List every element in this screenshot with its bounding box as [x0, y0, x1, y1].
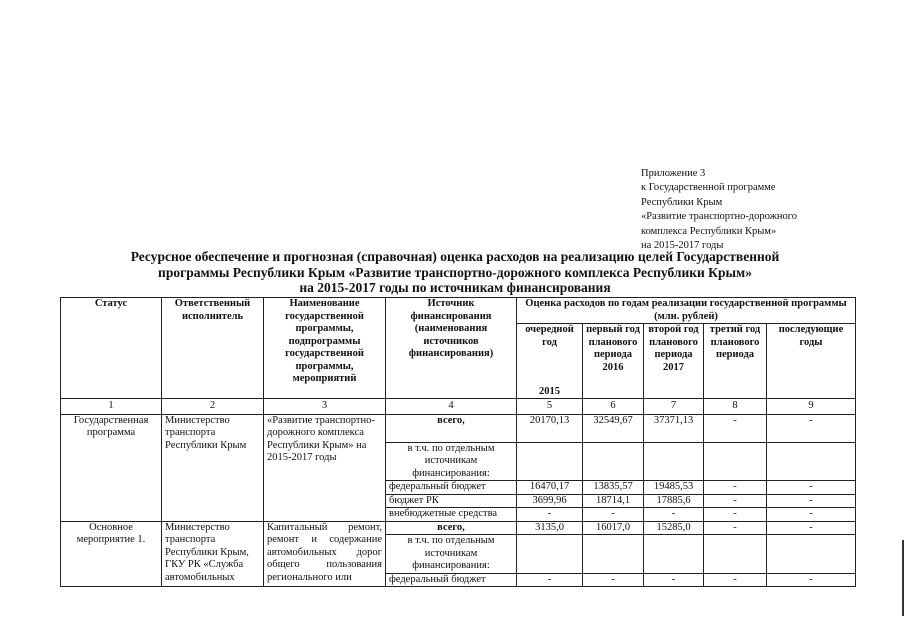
value-cell: -	[583, 508, 644, 522]
value-cell: -	[644, 573, 704, 587]
column-number: 2	[162, 399, 264, 415]
header-year-5: последующие годы	[767, 324, 856, 399]
header-year-3	[644, 324, 704, 399]
column-number: 1	[61, 399, 162, 415]
header-year-3-value: 2017	[663, 361, 684, 373]
value-cell: 3135,0	[517, 521, 583, 535]
value-cell: -	[704, 481, 767, 495]
value-cell: 18714,1	[583, 494, 644, 508]
program-name-cell: «Развитие транспортно-дорожного комплекса Республики Крым» на 2015-2017 годы	[264, 414, 386, 521]
header-year-2-label: первый год планового периода	[586, 324, 640, 360]
header-status: Статус	[61, 298, 162, 399]
value-cell: -	[767, 573, 856, 587]
header-year-4: третий год планового периода	[704, 324, 767, 399]
executor-cell: Министерство транспорта Республики Крым	[162, 414, 264, 521]
value-cell	[517, 442, 583, 481]
value-cell	[767, 535, 856, 574]
source-cell: в т.ч. по отдельным источникам финансирования:	[386, 535, 517, 574]
source-cell: федеральный бюджет	[386, 573, 517, 587]
header-year-1-label: очередной год	[525, 324, 574, 348]
value-cell: 15285,0	[644, 521, 704, 535]
value-cell: -	[583, 573, 644, 587]
executor-cell: Министерство транспорта Республики Крым, ГКУ РК «Служба автомобильных	[162, 521, 264, 587]
value-cell	[517, 535, 583, 574]
status-cell: Государственная программа	[61, 414, 162, 521]
source-cell: всего,	[386, 521, 517, 535]
value-cell: -	[704, 508, 767, 522]
column-number: 5	[517, 399, 583, 415]
source-cell: федеральный бюджет	[386, 481, 517, 495]
value-cell: -	[767, 481, 856, 495]
value-cell: -	[704, 414, 767, 442]
header-year-1-value: 2015	[539, 385, 560, 397]
value-cell: 17885,6	[644, 494, 704, 508]
header-year-3-label: второй год планового периода	[648, 324, 699, 360]
value-cell: -	[767, 414, 856, 442]
header-year-2	[583, 324, 644, 399]
source-cell: внебюджетные средства	[386, 508, 517, 522]
header-source: Источник финансирования (наименования источников финансирования)	[386, 298, 517, 399]
value-cell	[583, 442, 644, 481]
scan-edge-line	[902, 540, 904, 616]
document-title	[60, 249, 850, 296]
value-cell: -	[704, 494, 767, 508]
source-cell: всего,	[386, 414, 517, 442]
table-row	[61, 521, 856, 535]
value-cell: -	[704, 573, 767, 587]
appendix-line: к Государственной программе	[641, 182, 776, 194]
header-executor: Ответственный исполнитель	[162, 298, 264, 399]
appendix-line: Приложение 3	[641, 168, 706, 179]
value-cell: -	[704, 521, 767, 535]
appendix-line: на 2015-2017 годы	[641, 240, 724, 252]
value-cell: 37371,13	[644, 414, 704, 442]
header-year-1	[517, 324, 583, 399]
value-cell	[644, 535, 704, 574]
column-number: 9	[767, 399, 856, 415]
value-cell: 32549,67	[583, 414, 644, 442]
source-cell: в т.ч. по отдельным источникам финансирования:	[386, 442, 517, 481]
value-cell	[767, 442, 856, 481]
column-number: 7	[644, 399, 704, 415]
value-cell: 16017,0	[583, 521, 644, 535]
resource-table	[60, 297, 856, 587]
appendix-line: комплекса Республики Крым»	[641, 225, 777, 237]
title-line-2: программы Республики Крым «Развитие транспортно-дорожного комплекса Республики Крым»	[158, 264, 752, 280]
header-year-2-value: 2016	[602, 361, 624, 373]
value-cell: -	[644, 508, 704, 522]
value-cell	[704, 442, 767, 481]
column-number: 8	[704, 399, 767, 415]
source-cell: бюджет РК	[386, 494, 517, 508]
appendix-line: Республики Крым	[641, 196, 723, 208]
column-number: 6	[583, 399, 644, 415]
title-line-1: Ресурсное обеспечение и прогнозная (справочная) оценка расходов на реализацию целей Государственной	[130, 249, 780, 264]
value-cell: 13835,57	[583, 481, 644, 495]
program-name-cell: Капитальный ремонт, ремонт и содержание автомобильных дорог общего пользования регионального или	[264, 521, 386, 587]
column-number: 4	[386, 399, 517, 415]
table-row	[61, 414, 856, 442]
value-cell: -	[767, 521, 856, 535]
appendix-note	[641, 167, 797, 253]
value-cell	[583, 535, 644, 574]
value-cell: -	[517, 508, 583, 522]
status-cell: Основное мероприятие 1.	[61, 521, 162, 587]
header-name: Наименование государственной программы, подпрограммы государственной программы, мероприятий	[264, 298, 386, 399]
value-cell: 16470,17	[517, 481, 583, 495]
title-line-3: на 2015-2017 годы по источникам финансирования	[299, 280, 611, 295]
value-cell: 20170,13	[517, 414, 583, 442]
value-cell	[704, 535, 767, 574]
value-cell: -	[517, 573, 583, 587]
value-cell: -	[767, 508, 856, 522]
header-estimate: Оценка расходов по годам реализации государственной программы (млн. рублей)	[517, 298, 856, 324]
value-cell: 3699,96	[517, 494, 583, 508]
appendix-line: «Развитие транспортно-дорожного	[641, 211, 798, 223]
value-cell	[644, 442, 704, 481]
value-cell: -	[767, 494, 856, 508]
value-cell: 19485,53	[644, 481, 704, 495]
column-number: 3	[264, 399, 386, 415]
